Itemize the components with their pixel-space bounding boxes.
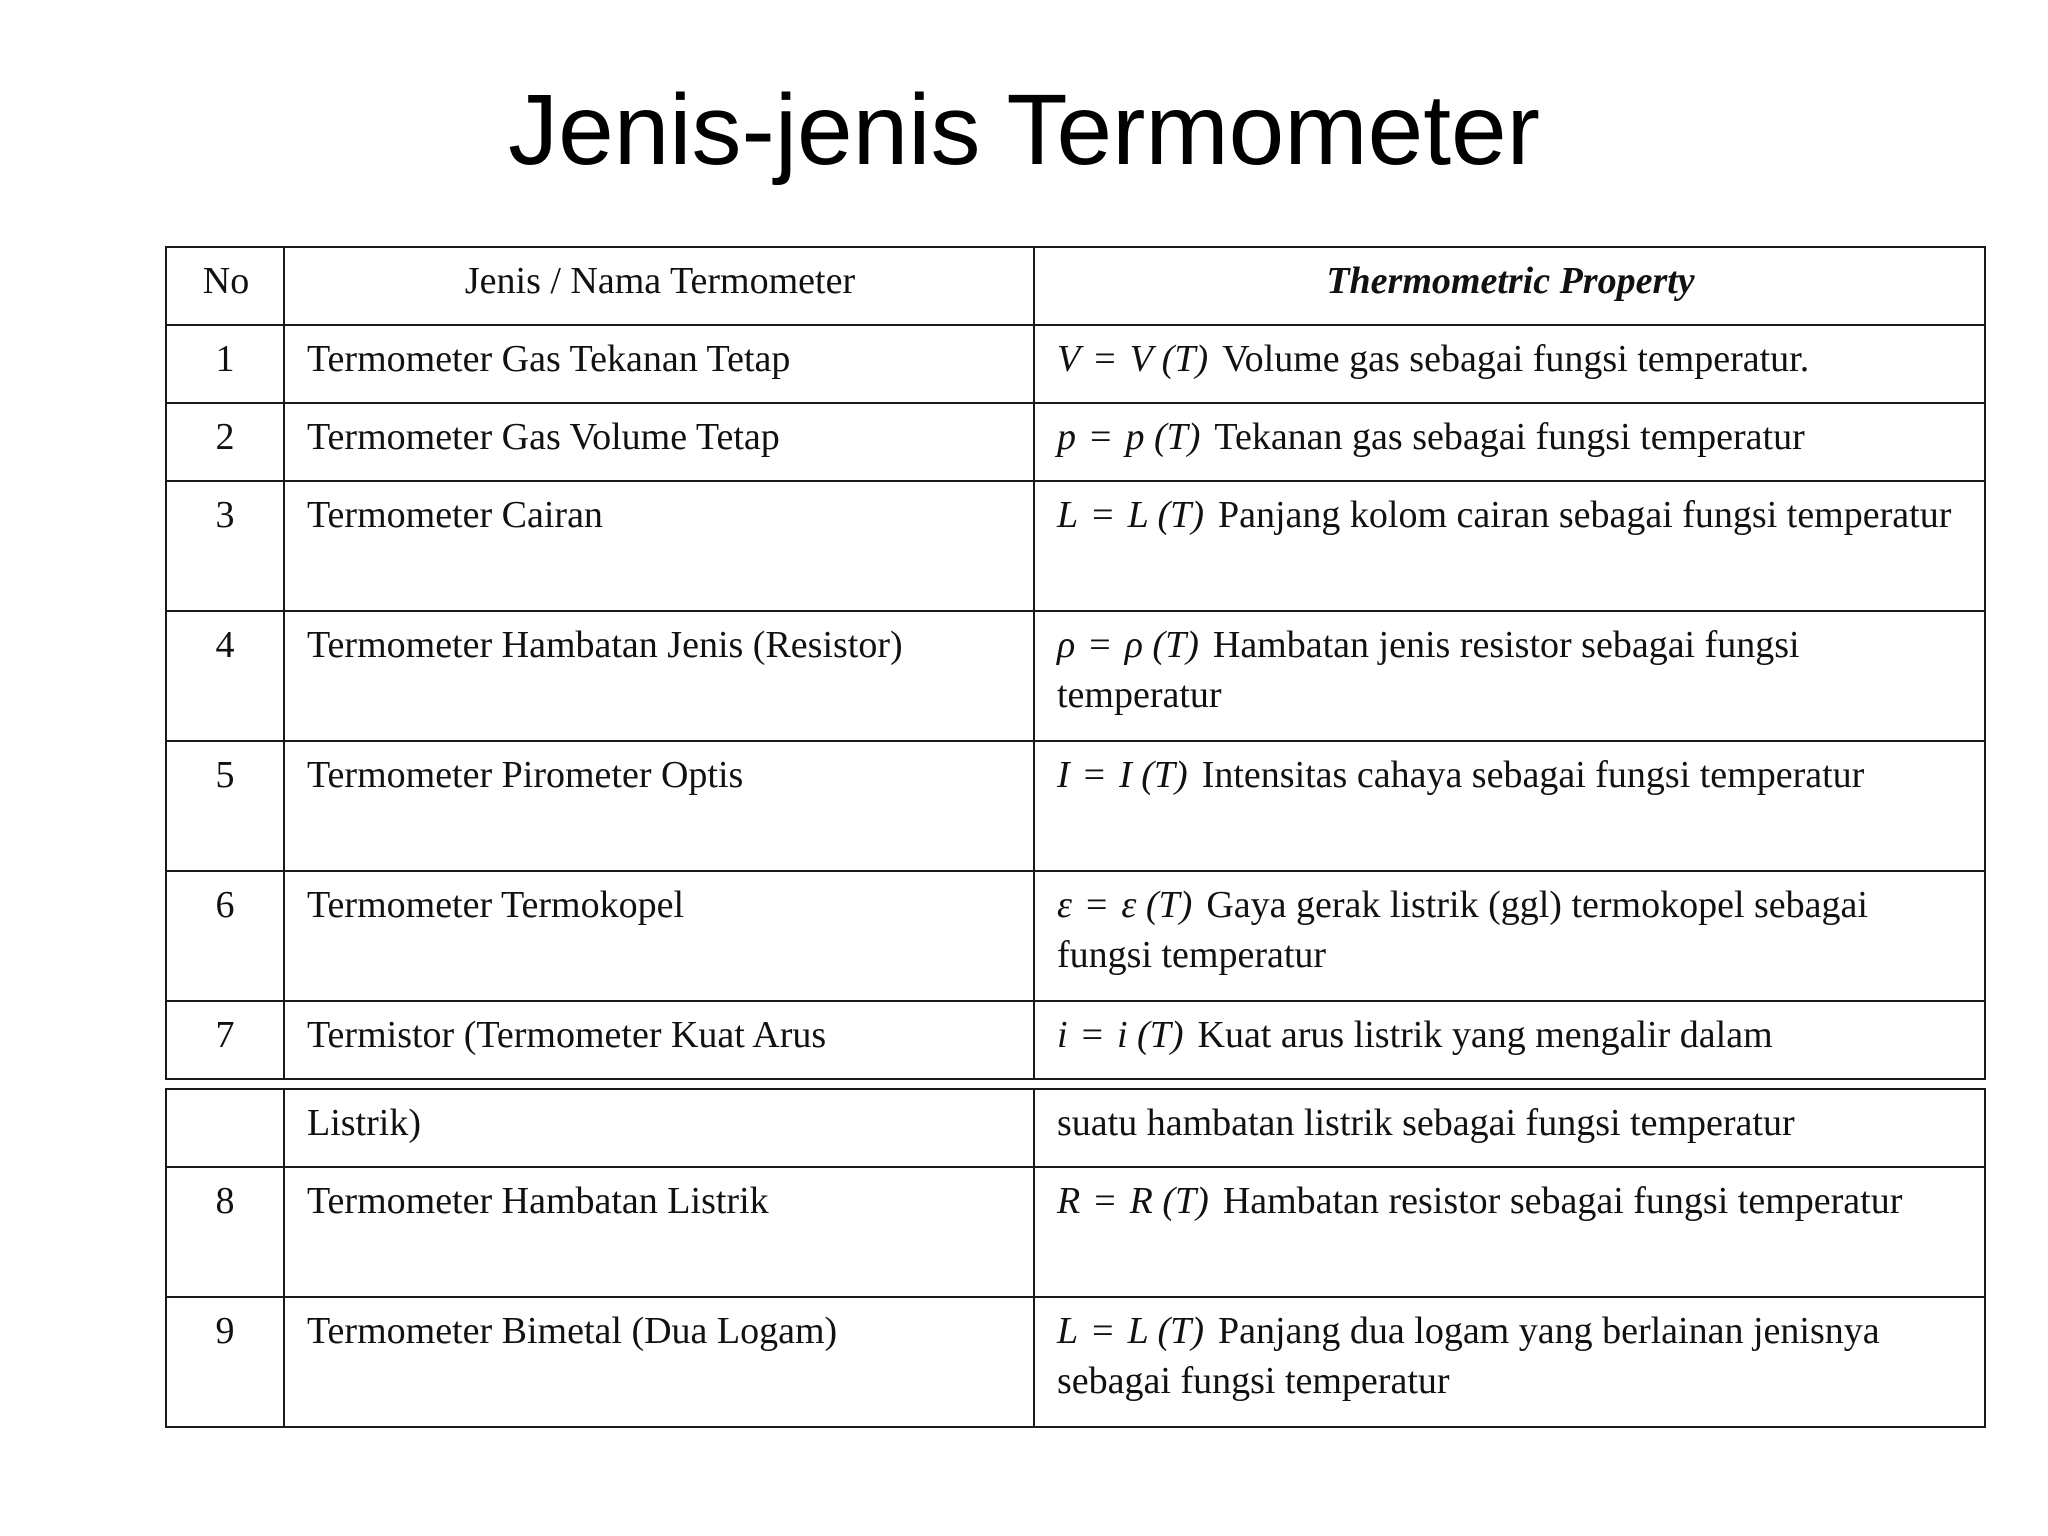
thermometer-name: Termometer Hambatan Jenis (Resistor) xyxy=(284,611,1034,741)
table-row-continuation xyxy=(166,1089,1985,1167)
property-description: Kuat arus listrik yang mengalir dalam xyxy=(1197,1014,1773,1056)
table-row xyxy=(166,611,1985,741)
row-number: 4 xyxy=(166,611,284,741)
formula-function: L (T) xyxy=(1127,494,1204,536)
thermometer-name: Termometer Gas Volume Tetap xyxy=(284,403,1034,481)
property-description: Tekanan gas sebagai fungsi temperatur xyxy=(1214,416,1805,458)
table-row xyxy=(166,325,1985,403)
equals-sign: = xyxy=(1094,338,1116,380)
equals-sign: = xyxy=(1081,1014,1103,1056)
table-row xyxy=(166,741,1985,871)
property-formula xyxy=(1057,754,1188,796)
property-formula xyxy=(1057,338,1208,380)
header-no: No xyxy=(166,247,284,325)
thermometric-property xyxy=(1034,1167,1985,1297)
formula-function: p (T) xyxy=(1125,416,1201,458)
equals-sign: = xyxy=(1090,416,1112,458)
equals-sign: = xyxy=(1092,1310,1114,1352)
formula-function: L (T) xyxy=(1127,1310,1204,1352)
thermometer-name: Termometer Termokopel xyxy=(284,871,1034,1001)
formula-function: R (T) xyxy=(1129,1180,1209,1222)
table-row xyxy=(166,871,1985,1001)
formula-function: i (T) xyxy=(1117,1014,1184,1056)
formula-symbol: ε xyxy=(1057,884,1072,926)
thermometric-property xyxy=(1034,1001,1985,1079)
property-formula xyxy=(1057,494,1204,536)
page-break-gap xyxy=(166,1079,1985,1089)
row-number: 7 xyxy=(166,1001,284,1079)
table-row xyxy=(166,1297,1985,1427)
thermometric-property xyxy=(1034,741,1985,871)
thermometer-name: Termometer Hambatan Listrik xyxy=(284,1167,1034,1297)
table-row xyxy=(166,481,1985,611)
thermometric-property xyxy=(1034,403,1985,481)
property-formula xyxy=(1057,624,1199,666)
header-property: Thermometric Property xyxy=(1034,247,1985,325)
formula-symbol: R xyxy=(1057,1180,1081,1222)
slide-title: Jenis-jenis Termometer xyxy=(508,74,1540,186)
row-number-empty xyxy=(166,1089,284,1167)
thermometric-property xyxy=(1034,871,1985,1001)
thermometric-property xyxy=(1034,1297,1985,1427)
row-number: 2 xyxy=(166,403,284,481)
table-header-row xyxy=(166,247,1985,325)
property-description: Gaya gerak listrik (ggl) termokopel sebagai fungsi temperatur xyxy=(1057,884,1868,976)
property-formula xyxy=(1057,1310,1204,1352)
row-number: 8 xyxy=(166,1167,284,1297)
table-row xyxy=(166,1167,1985,1297)
equals-sign: = xyxy=(1094,1180,1116,1222)
property-description-continuation: suatu hambatan listrik sebagai fungsi temperatur xyxy=(1034,1089,1985,1167)
formula-symbol: L xyxy=(1057,494,1079,536)
header-name: Jenis / Nama Termometer xyxy=(284,247,1034,325)
thermometer-name-continuation: Listrik) xyxy=(284,1089,1034,1167)
table-row xyxy=(166,1001,1985,1079)
formula-function: ρ (T) xyxy=(1124,624,1199,666)
thermometer-name: Termistor (Termometer Kuat Arus xyxy=(284,1001,1034,1079)
table-row xyxy=(166,403,1985,481)
formula-function: ε (T) xyxy=(1121,884,1193,926)
equals-sign: = xyxy=(1089,624,1111,666)
row-number: 9 xyxy=(166,1297,284,1427)
thermometric-property xyxy=(1034,325,1985,403)
formula-symbol: p xyxy=(1057,416,1076,458)
row-number: 1 xyxy=(166,325,284,403)
thermometer-name: Termometer Pirometer Optis xyxy=(284,741,1034,871)
formula-symbol: L xyxy=(1057,1310,1079,1352)
property-formula xyxy=(1057,1180,1209,1222)
thermometric-property xyxy=(1034,481,1985,611)
property-description: Volume gas sebagai fungsi temperatur. xyxy=(1222,338,1810,380)
property-formula xyxy=(1057,416,1200,458)
formula-function: V (T) xyxy=(1129,338,1209,380)
property-description: Hambatan jenis resistor sebagai fungsi temperatur xyxy=(1057,624,1800,716)
row-number: 6 xyxy=(166,871,284,1001)
thermometer-name: Termometer Bimetal (Dua Logam) xyxy=(284,1297,1034,1427)
row-number: 3 xyxy=(166,481,284,611)
property-description: Panjang dua logam yang berlainan jenisnya sebagai fungsi temperatur xyxy=(1057,1310,1880,1402)
property-formula xyxy=(1057,884,1192,926)
thermometer-name: Termometer Gas Tekanan Tetap xyxy=(284,325,1034,403)
thermometric-property xyxy=(1034,611,1985,741)
property-description: Hambatan resistor sebagai fungsi temperatur xyxy=(1222,1180,1903,1222)
formula-symbol: i xyxy=(1057,1014,1068,1056)
thermometer-name: Termometer Cairan xyxy=(284,481,1034,611)
formula-symbol: V xyxy=(1057,338,1081,380)
property-description: Intensitas cahaya sebagai fungsi temperatur xyxy=(1201,754,1865,796)
property-formula xyxy=(1057,1014,1184,1056)
equals-sign: = xyxy=(1083,754,1106,796)
formula-function: I (T) xyxy=(1119,754,1188,796)
thermometer-table xyxy=(165,246,1986,1428)
row-number: 5 xyxy=(166,741,284,871)
equals-sign: = xyxy=(1092,494,1114,536)
equals-sign: = xyxy=(1085,884,1108,926)
formula-symbol: ρ xyxy=(1057,624,1076,666)
formula-symbol: I xyxy=(1057,754,1070,796)
property-description: Panjang kolom cairan sebagai fungsi temperatur xyxy=(1217,494,1952,536)
